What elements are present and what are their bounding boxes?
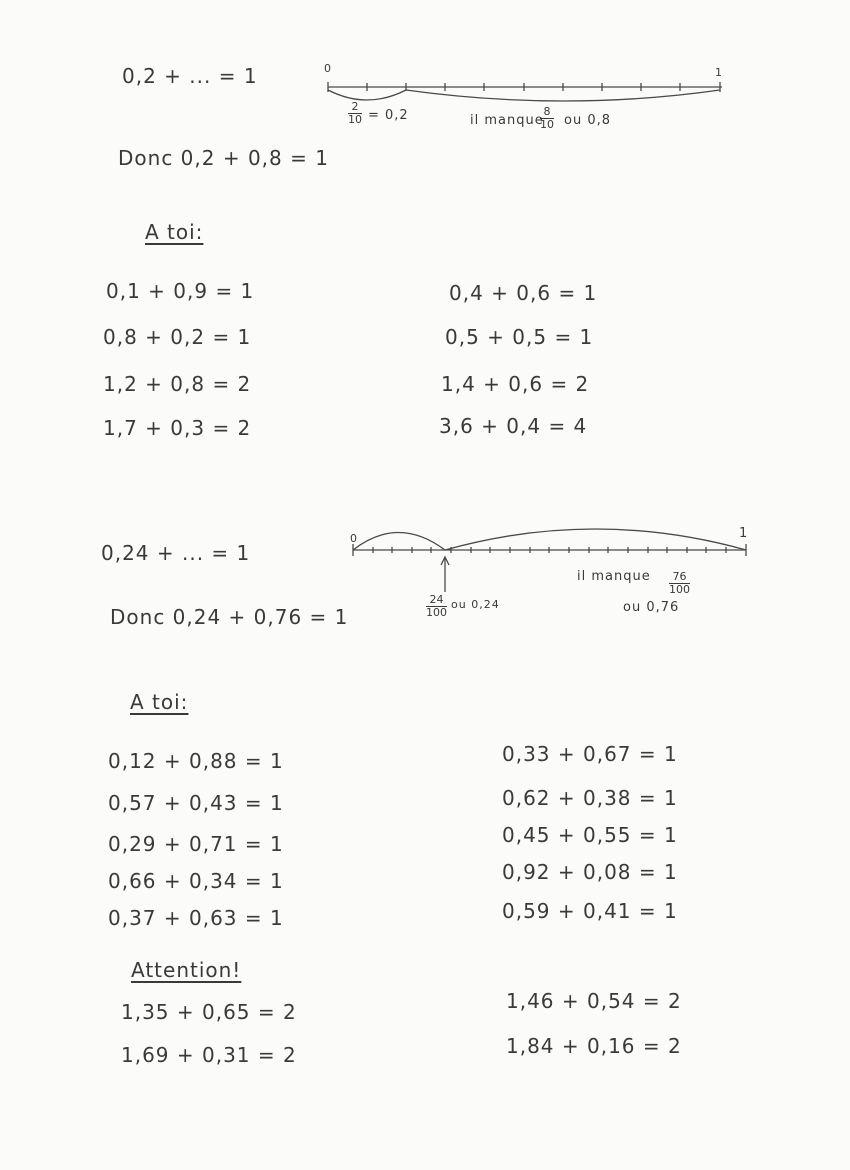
attention-left-row: 1,69 + 0,31 = 2 xyxy=(121,1043,297,1067)
attention-title: Attention! xyxy=(131,958,242,982)
section1-right-row: 1,4 + 0,6 = 2 xyxy=(441,372,590,396)
section2-left-row: 0,12 + 0,88 = 1 xyxy=(108,749,284,773)
section2-right-row: 0,45 + 0,55 = 1 xyxy=(502,823,678,847)
line2-missing-fraction xyxy=(669,571,690,596)
section2-right-row: 0,62 + 0,38 = 1 xyxy=(502,786,678,810)
line1-missing-fraction xyxy=(540,106,554,131)
line2-missing-decimal: ou 0,76 xyxy=(623,600,680,615)
section1-title: A toi: xyxy=(145,220,204,244)
section2-right-row: 0,33 + 0,67 = 1 xyxy=(502,742,678,766)
example2-conclusion: Donc 0,24 + 0,76 = 1 xyxy=(110,605,349,629)
example2-problem: 0,24 + ... = 1 xyxy=(101,541,251,565)
line2-end-label: 1 xyxy=(739,526,749,541)
line1-missing-denominator: 10 xyxy=(540,118,554,131)
attention-right-row: 1,46 + 0,54 = 2 xyxy=(506,989,682,1013)
example1-conclusion: Donc 0,2 + 0,8 = 1 xyxy=(118,146,329,170)
section2-right-row: 0,59 + 0,41 = 1 xyxy=(502,899,678,923)
section2-left-row: 0,57 + 0,43 = 1 xyxy=(108,791,284,815)
section2-left-row: 0,37 + 0,63 = 1 xyxy=(108,906,284,930)
section1-right-row: 3,6 + 0,4 = 4 xyxy=(439,414,588,438)
section1-left-row: 1,2 + 0,8 = 2 xyxy=(103,372,252,396)
section1-right-row: 0,4 + 0,6 = 1 xyxy=(449,281,598,305)
section2-title: A toi: xyxy=(130,690,189,714)
line1-start-label: 0 xyxy=(324,62,332,75)
section2-left-row: 0,29 + 0,71 = 1 xyxy=(108,832,284,856)
example1-problem: 0,2 + ... = 1 xyxy=(122,64,258,88)
attention-right-row: 1,84 + 0,16 = 2 xyxy=(506,1034,682,1058)
line2-known-numerator: 24 xyxy=(429,593,444,606)
number-line-1 xyxy=(328,82,722,101)
line1-missing-prefix: il manque xyxy=(470,113,544,128)
line1-known-denominator: 10 xyxy=(348,113,362,126)
section1-right-row: 0,5 + 0,5 = 1 xyxy=(445,325,594,349)
line1-missing-decimal: ou 0,8 xyxy=(564,113,611,128)
line2-known-decimal: ou 0,24 xyxy=(451,598,500,611)
line1-known-numerator: 2 xyxy=(351,100,359,113)
attention-left-row: 1,35 + 0,65 = 2 xyxy=(121,1000,297,1024)
line1-known-fraction xyxy=(348,101,362,126)
line1-known-decimal: = 0,2 xyxy=(368,108,409,123)
line2-missing-numerator: 76 xyxy=(672,570,687,583)
section2-right-row: 0,92 + 0,08 = 1 xyxy=(502,860,678,884)
line2-start-label: 0 xyxy=(350,532,358,545)
line2-known-fraction xyxy=(426,594,447,619)
section1-left-row: 0,8 + 0,2 = 1 xyxy=(103,325,252,349)
line2-known-denominator: 100 xyxy=(426,606,447,619)
line2-missing-prefix: il manque xyxy=(577,569,651,584)
section1-left-row: 1,7 + 0,3 = 2 xyxy=(103,416,252,440)
section2-left-row: 0,66 + 0,34 = 1 xyxy=(108,869,284,893)
section1-left-row: 0,1 + 0,9 = 1 xyxy=(106,279,255,303)
line2-missing-denominator: 100 xyxy=(669,583,690,596)
line1-end-label: 1 xyxy=(715,66,723,79)
line1-missing-numerator: 8 xyxy=(543,105,551,118)
